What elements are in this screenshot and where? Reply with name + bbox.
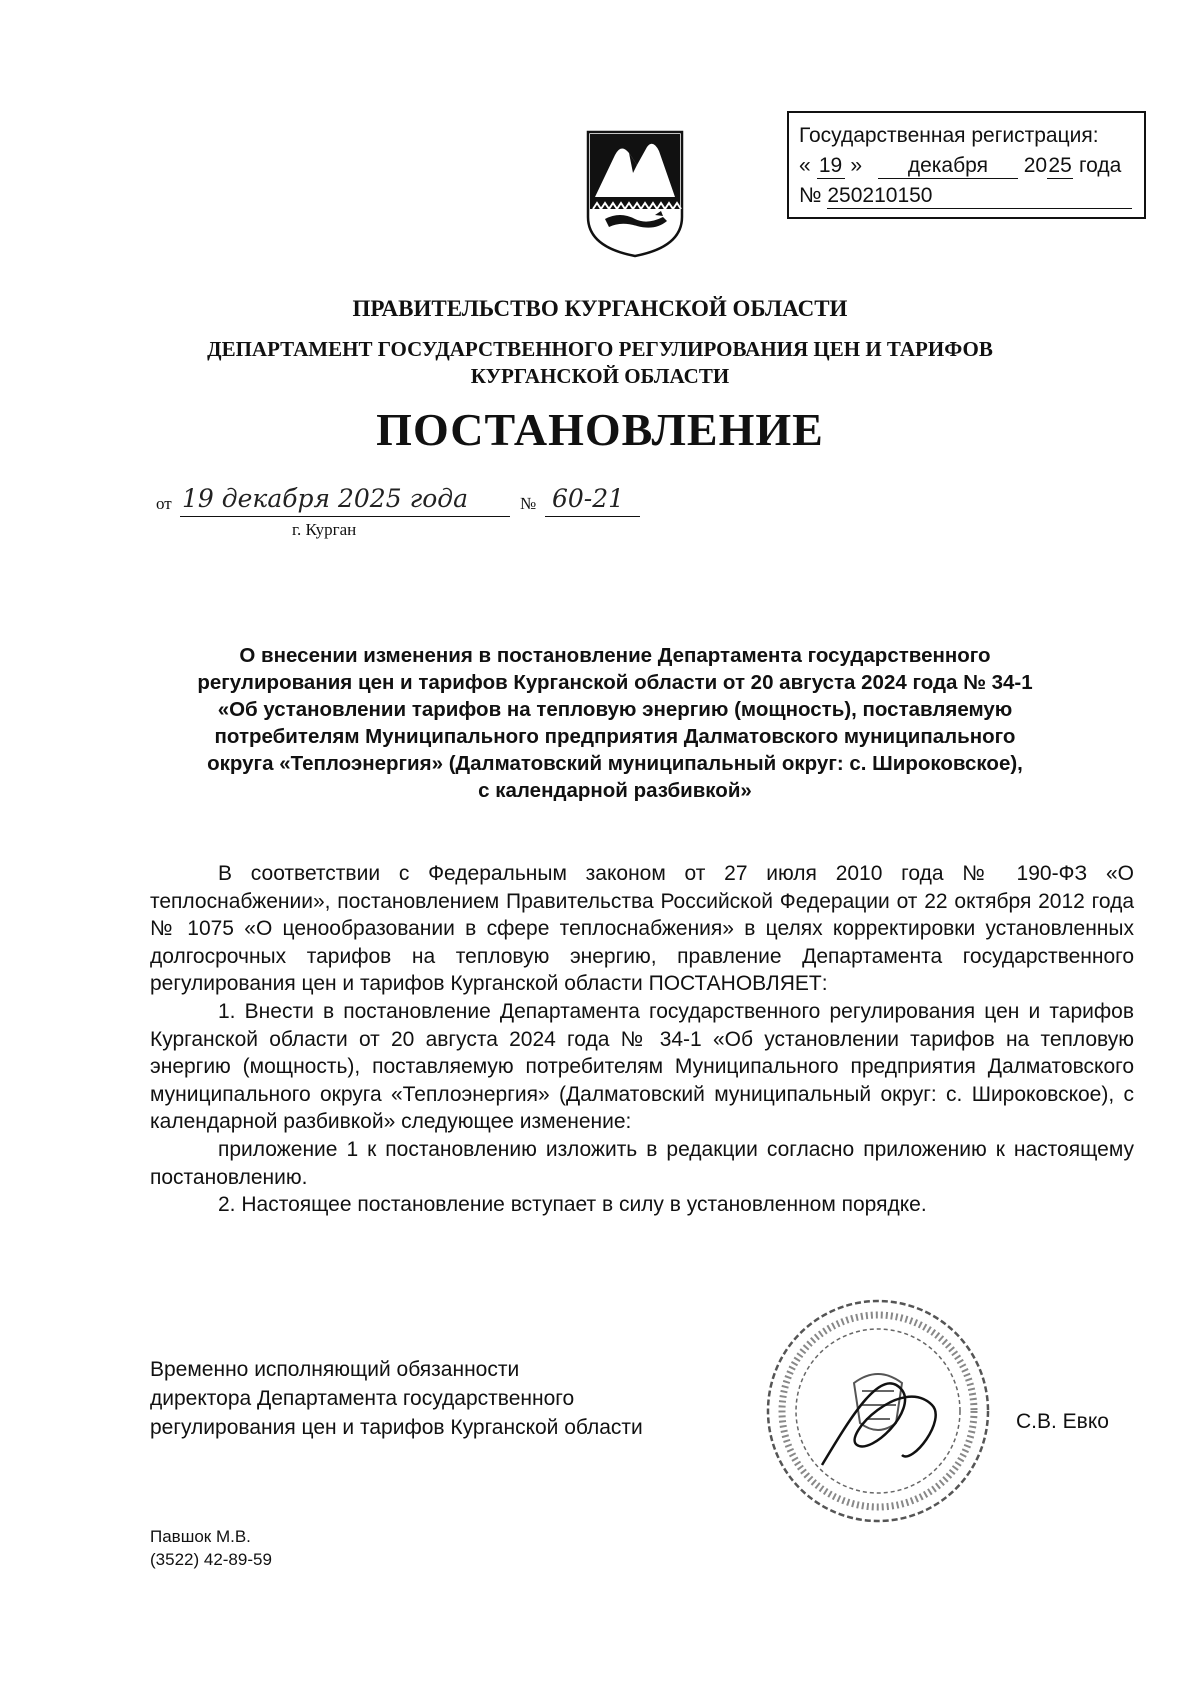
contact-info	[150, 1525, 272, 1571]
official-stamp	[762, 1295, 994, 1527]
document-subject	[150, 642, 1080, 804]
subject-line: с календарной разбивкой»	[478, 779, 752, 802]
registration-day-suffix: »	[850, 154, 863, 177]
registration-title: Государственная регистрация:	[799, 124, 1099, 147]
city-label: г. Курган	[292, 520, 357, 539]
subject-line: регулирования цен и тарифов Курганской области от 20 августа 2024 года № 34-1	[197, 671, 1033, 694]
body-item-2: 2. Настоящее постановление вступает в силу в установленном порядке.	[218, 1193, 927, 1217]
date-handwritten: 19 декабря 2025 года	[182, 484, 468, 513]
department-title	[0, 336, 1200, 390]
registration-day: 19	[817, 154, 845, 179]
order-number-label: №	[520, 494, 537, 513]
order-number-underline	[545, 516, 640, 517]
registration-number-label: №	[799, 184, 822, 207]
registration-year-word: года	[1078, 154, 1122, 177]
signer-position	[150, 1355, 643, 1442]
registration-month: декабря	[878, 154, 1018, 179]
department-title-line2: КУРГАНСКОЙ ОБЛАСТИ	[470, 364, 730, 388]
registration-date	[799, 151, 1134, 181]
contact-person: Павшок М.В.	[150, 1527, 251, 1546]
document-body	[150, 860, 1134, 1219]
order-number-handwritten: 60-21	[552, 484, 625, 513]
registration-number: 250210150	[827, 184, 1132, 209]
coat-of-arms-icon	[585, 129, 685, 259]
subject-line: потребителям Муниципального предприятия Далматовского муниципального	[214, 725, 1016, 748]
registration-day-prefix: «	[799, 154, 811, 177]
registration-number-line	[799, 181, 1134, 211]
stamp-seal-icon	[762, 1295, 994, 1527]
subject-line: О внесении изменения в постановление Департамента государственного	[239, 644, 991, 667]
coat-of-arms-emblem	[585, 129, 685, 259]
date-underline	[180, 516, 510, 517]
date-from-label: от	[156, 494, 172, 513]
document-type-title: ПОСТАНОВЛЕНИЕ	[376, 404, 824, 455]
body-item-1-sub: приложение 1 к постановлению изложить в редакции согласно приложению к настоящему постановлению.	[150, 1137, 1134, 1189]
contact-phone: (3522) 42-89-59	[150, 1550, 272, 1569]
government-title: ПРАВИТЕЛЬСТВО КУРГАНСКОЙ ОБЛАСТИ	[352, 296, 848, 321]
body-item-1: 1. Внести в постановление Департамента государственного регулирования цен и тарифов Курганской области от 20 августа 2024 года № 34-1 «Об установлении тарифов на тепловую энергию (мощность), поставляемую потребителям Муниципального предприятия Далматовского муниципального округа «Теплоэнергия» (Далматовский муниципальный округ: с. Широковское), с календарной разбивкой» следующее изменение:	[150, 999, 1134, 1134]
registration-year-prefix: 20	[1023, 154, 1048, 177]
subject-line: округа «Теплоэнергия» (Далматовский муниципальный округ: с. Широковское),	[207, 752, 1023, 775]
signer-position-line1: Временно исполняющий обязанности	[150, 1358, 520, 1381]
signer-name: С.В. Евко	[1016, 1410, 1109, 1433]
registration-box	[787, 111, 1146, 219]
registration-year-suffix: 25	[1048, 154, 1072, 177]
signer-position-line2: директора Департамента государственного	[150, 1387, 575, 1410]
body-preamble: В соответствии с Федеральным законом от 27 июля 2010 года № 190-ФЗ «О теплоснабжении», постановлением Правительства Российской Федерации от 22 октября 2012 года № 1075 «О ценообразовании в сфере теплоснабжения» в целях корректировки установленных долгосрочных тарифов на тепловую энергию, правление Департамента государственного регулирования цен и тарифов Курганской области ПОСТАНОВЛЯЕТ:	[150, 862, 1134, 996]
department-title-line1: ДЕПАРТАМЕНТ ГОСУДАРСТВЕННОГО РЕГУЛИРОВАНИЯ ЦЕН И ТАРИФОВ	[207, 337, 993, 361]
signer-position-line3: регулирования цен и тарифов Курганской области	[150, 1416, 643, 1439]
subject-line: «Об установлении тарифов на тепловую энергию (мощность), поставляемую	[217, 698, 1013, 721]
